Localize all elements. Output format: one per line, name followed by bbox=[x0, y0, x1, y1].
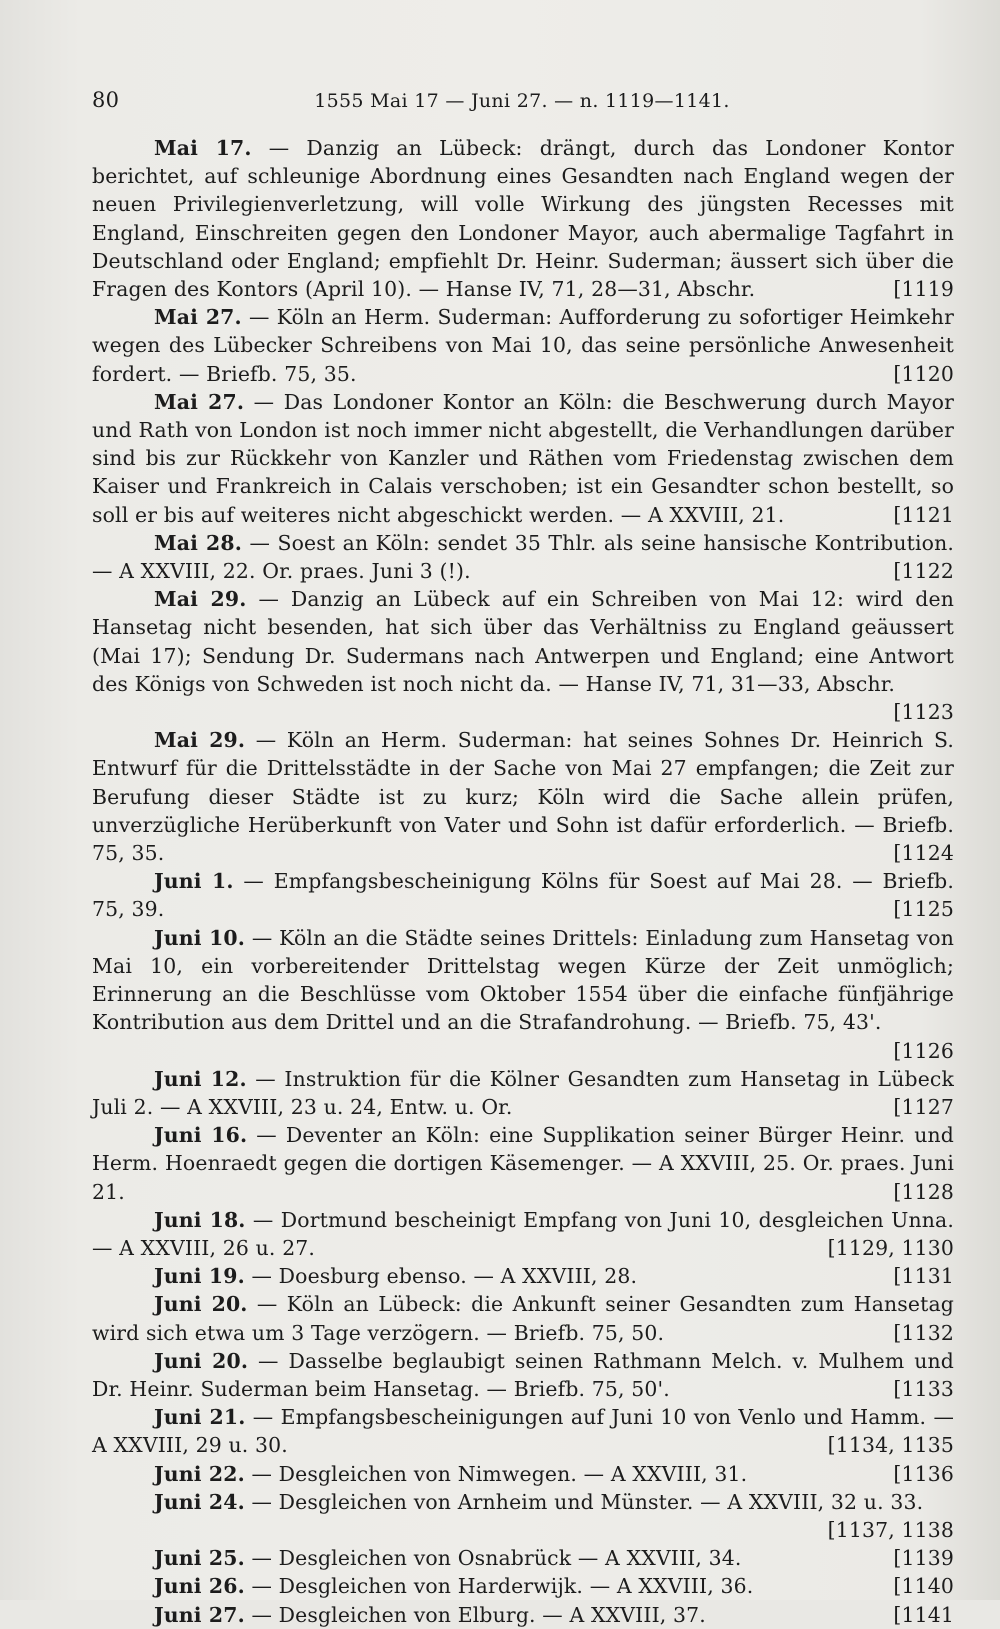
entry-text: — Dasselbe beglaubigt seinen Rathmann Melch. v. Mulhem und Dr. Heinr. Suderman beim Hansetag. — Briefb. 75, 50'. bbox=[92, 1348, 954, 1401]
entry-1132 bbox=[92, 1290, 954, 1346]
entry-date: Mai 28. bbox=[154, 530, 242, 555]
entry-1119 bbox=[92, 134, 954, 303]
entry-1134-1135 bbox=[92, 1403, 954, 1459]
entry-date: Juni 16. bbox=[154, 1123, 248, 1148]
entry-number: [1121 bbox=[893, 502, 954, 527]
entry-date: Juni 21. bbox=[154, 1405, 246, 1430]
entry-text: — Dortmund bescheinigt Empfang von Juni 10, desgleichen Unna. — A XXVIII, 26 u. 27. bbox=[92, 1207, 954, 1260]
entry-1125 bbox=[92, 867, 954, 923]
entry-text: — Deventer an Köln: eine Supplikation seiner Bürger Heinr. und Herm. Hoenraedt gegen die dortigen Käsemenger. — A XXVIII, 25. Or. praes. Juni 21. bbox=[92, 1123, 954, 1204]
entry-date: Mai 27. bbox=[154, 389, 245, 414]
entry-text: — Desgleichen von Arnheim und Münster. — A XXVIII, 32 u. 33. bbox=[251, 1489, 924, 1514]
entry-text: — Desgleichen von Elburg. — A XXVIII, 37. bbox=[251, 1602, 706, 1627]
entry-date: Juni 1. bbox=[154, 869, 234, 894]
entry-date: Juni 25. bbox=[154, 1546, 245, 1571]
entry-text: — Köln an Herm. Suderman: Aufforderung zu sofortiger Heimkehr wegen des Lübecker Schreibens von Mai 10, das seine persönliche Anwesenheit fordert. — Briefb. 75, 35. bbox=[92, 305, 954, 386]
entry-number: [1131 bbox=[893, 1264, 954, 1289]
entry-1120 bbox=[92, 303, 954, 388]
entry-1139 bbox=[92, 1544, 954, 1572]
entry-1128 bbox=[92, 1121, 954, 1206]
entry-number: [1140 bbox=[893, 1574, 954, 1599]
entry-text: — Köln an Herm. Suderman: hat seines Sohnes Dr. Heinrich S. Entwurf für die Drittelsstädte in der Sache von Mai 27 empfangen; die Zeit zur Berufung dieser Städte ist zu kurz; Köln wird die Sache allein prüfen, unverzügliche Herüberkunft von Vater und Sohn ist dafür erforderlich. — Briefb. 75, 35. bbox=[92, 728, 955, 866]
entry-text: — Danzig an Lübeck auf ein Schreiben von Mai 12: wird den Hansetag nicht besenden, hat sich über das Verhältniss zu England geäussert (Mai 17); Sendung Dr. Sudermans nach Antwerpen und England; eine Antwort des Königs von Schweden ist noch nicht da. — Hanse IV, 71, 31—33, Abschr. bbox=[92, 587, 954, 696]
entry-number: [1134, 1135 bbox=[827, 1433, 954, 1458]
entry-number: [1120 bbox=[893, 361, 954, 386]
entry-1131 bbox=[92, 1262, 954, 1290]
entry-text: — Köln an die Städte seines Drittels: Einladung zum Hansetag von Mai 10, ein vorbereitender Drittelstag wegen Kürze der Zeit unmöglich; Erinnerung an die Beschlüsse vom Oktober 1554 über die einfache fünfjährige Kontribution aus dem Drittel und an die Strafandrohung. — Briefb. 75, 43'. bbox=[92, 925, 954, 1035]
entry-number: [1128 bbox=[893, 1179, 954, 1204]
entry-date: Mai 29. bbox=[154, 728, 246, 753]
entry-text: — Desgleichen von Harderwijk. — A XXVIII, 36. bbox=[251, 1574, 754, 1599]
entry-number: [1139 bbox=[893, 1546, 954, 1571]
entry-date: Juni 10. bbox=[154, 925, 245, 950]
entry-1123 bbox=[92, 585, 954, 726]
entry-1126 bbox=[92, 924, 954, 1065]
entry-number: [1123 bbox=[893, 700, 954, 725]
entry-text: — Doesburg ebenso. — A XXVIII, 28. bbox=[251, 1264, 638, 1289]
entry-1133 bbox=[92, 1347, 954, 1403]
entry-text: — Danzig an Lübeck: drängt, durch das Londoner Kontor berichtet, auf schleunige Abordnung eines Gesandten nach England wegen der neuen Privilegienverletzung, will volle Wirkung des jüngsten Recesses mit England, Einschreiten gegen den Londoner Mayor, auch abermalige Tagfahrt in Deutschland oder England; empfiehlt Dr. Heinr. Suderman; äussert sich über die Fragen des Kontors (April 10). — Hanse IV, 71, 28—31, Abschr. bbox=[92, 136, 955, 302]
entry-text: — Köln an Lübeck: die Ankunft seiner Gesandten zum Hansetag wird sich etwa um 3 Tage verzögern. — Briefb. 75, 50. bbox=[92, 1292, 954, 1345]
entry-date: Juni 19. bbox=[154, 1264, 245, 1289]
entry-1129-1130 bbox=[92, 1206, 954, 1262]
entry-number: [1137, 1138 bbox=[827, 1517, 954, 1542]
entry-number: [1125 bbox=[893, 897, 954, 922]
entry-number: [1141 bbox=[893, 1602, 954, 1627]
entry-date: Mai 29. bbox=[154, 587, 247, 612]
entry-date: Juni 12. bbox=[154, 1066, 247, 1091]
entry-number: [1124 bbox=[893, 841, 954, 866]
page-number: 80 bbox=[92, 88, 120, 112]
entry-1124 bbox=[92, 726, 954, 867]
running-head: 1555 Mai 17 — Juni 27. — n. 1119—1141. bbox=[314, 90, 730, 112]
entry-1121 bbox=[92, 388, 954, 529]
entry-date: Mai 27. bbox=[154, 305, 242, 330]
entry-text: — Das Londoner Kontor an Köln: die Beschwerung durch Mayor und Rath von London ist noch immer nicht abgestellt, die Verhandlungen darüber sind bis zur Rückkehr von Kanzler und Räthen vom Friedenstag zwischen dem Kaiser und Frankreich in Calais verschoben; ist ein Gesandter schon bestellt, so soll er bis auf weiteres nicht abgeschickt werden. — A XXVIII, 21. bbox=[92, 389, 954, 527]
entry-date: Juni 26. bbox=[154, 1574, 245, 1599]
entry-1127 bbox=[92, 1065, 954, 1121]
entry-1136 bbox=[92, 1460, 954, 1488]
entry-number: [1119 bbox=[893, 277, 954, 302]
entry-number: [1127 bbox=[893, 1094, 954, 1119]
entry-date: Juni 20. bbox=[154, 1292, 248, 1317]
entry-number: [1136 bbox=[893, 1461, 954, 1486]
entry-1122 bbox=[92, 529, 954, 585]
entry-date: Juni 18. bbox=[154, 1207, 246, 1232]
entry-date: Juni 24. bbox=[154, 1489, 245, 1514]
entry-text: — Instruktion für die Kölner Gesandten zum Hansetag in Lübeck Juli 2. — A XXVIII, 23 u. 24, Entw. u. Or. bbox=[92, 1066, 954, 1119]
page-body bbox=[92, 134, 954, 1629]
entry-number: [1129, 1130 bbox=[827, 1235, 954, 1260]
entry-number: [1133 bbox=[893, 1376, 954, 1401]
entry-date: Mai 17. bbox=[154, 136, 252, 160]
entry-1140 bbox=[92, 1572, 954, 1600]
page-header bbox=[92, 88, 952, 118]
entry-text: — Empfangsbescheinigung Kölns für Soest auf Mai 28. — Briefb. 75, 39. bbox=[92, 869, 954, 922]
entry-text: — Soest an Köln: sendet 35 Thlr. als seine hansische Kontribution. — A XXVIII, 22. Or. praes. Juni 3 (!). bbox=[92, 530, 954, 584]
entry-date: Juni 20. bbox=[154, 1348, 249, 1373]
entry-text: — Desgleichen von Nimwegen. — A XXVIII, 31. bbox=[251, 1461, 748, 1486]
entry-date: Juni 27. bbox=[154, 1602, 245, 1627]
entry-text: — Desgleichen von Osnabrück — A XXVIII, 34. bbox=[251, 1546, 742, 1571]
entry-1137-1138 bbox=[92, 1488, 954, 1544]
entry-1141 bbox=[92, 1601, 954, 1629]
entry-number: [1132 bbox=[893, 1320, 954, 1345]
entry-date: Juni 22. bbox=[154, 1461, 245, 1486]
entry-text: — Empfangsbescheinigungen auf Juni 10 von Venlo und Hamm. — A XXVIII, 29 u. 30. bbox=[92, 1405, 954, 1458]
entry-number: [1122 bbox=[893, 559, 954, 584]
entry-number: [1126 bbox=[893, 1038, 954, 1063]
